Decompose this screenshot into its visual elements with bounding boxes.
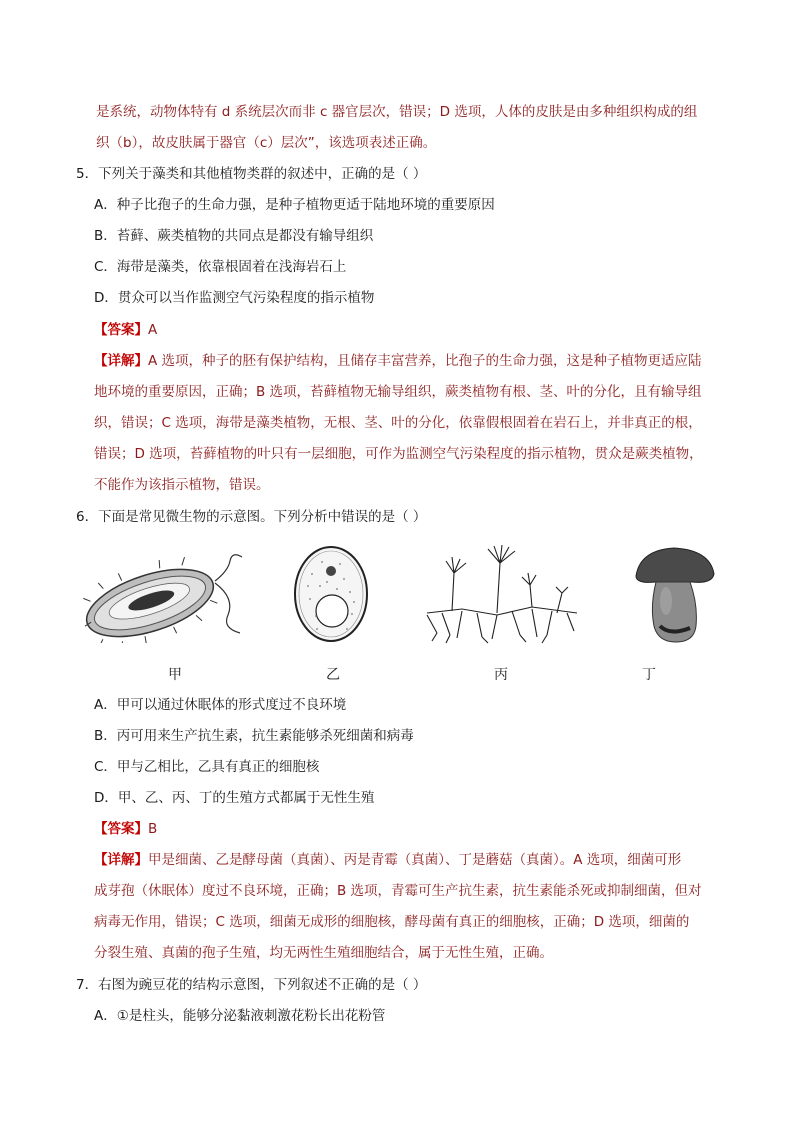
intro-line-2: 织（b），故皮肤属于器官（c）层次”，该选项表述正确。	[96, 135, 437, 151]
answer-tag: 【答案】	[94, 821, 148, 837]
figure-label-ding: 丁	[642, 667, 656, 683]
q6-detail-4: 分裂生殖、真菌的孢子生殖，均无两性生殖细胞结合，属于无性生殖，正确。	[94, 945, 553, 961]
q5-detail-3: 织，错误；C 选项，海带是藻类植物，无根、茎、叶的分化，依靠假根固着在岩石上，并非真正的根，	[94, 415, 702, 431]
mushroom-figure	[632, 546, 716, 646]
q5-detail-2: 地环境的重要原因，正确；B 选项，苔藓植物无输导组织，蕨类植物有根、茎、叶的分化，且有输导组	[94, 384, 702, 400]
q5-detail-1	[94, 351, 702, 371]
answer-tag: 【答案】	[94, 322, 148, 338]
q7-option-a: A．①是柱头，能够分泌黏液刺激花粉长出花粉管	[94, 1008, 386, 1024]
q5-option-b: B．苔藓、蕨类植物的共同点是都没有输导组织	[94, 228, 374, 244]
figure-label-yi: 乙	[326, 667, 340, 683]
intro-line-1: 是系统，动物体特有 d 系统层次而非 c 器官层次，错误；D 选项，人体的皮肤是由多种组织构成的组	[96, 104, 698, 120]
q6-option-a: A．甲可以通过休眠体的形式度过不良环境	[94, 697, 347, 713]
detail-tag: 【详解】	[94, 353, 148, 369]
q5-stem: 5．下列关于藻类和其他植物类群的叙述中，正确的是（ ）	[76, 166, 427, 182]
answer-value: A	[148, 322, 158, 338]
figure-label-jia: 甲	[168, 667, 182, 683]
yeast-figure	[292, 544, 370, 644]
q6-option-b: B．丙可用来生产抗生素，抗生素能够杀死细菌和病毒	[94, 728, 414, 744]
answer-value: B	[148, 821, 158, 837]
detail-text: A 选项，种子的胚有保护结构，且储存丰富营养，比孢子的生命力强，这是种子植物更适应陆	[148, 353, 702, 369]
detail-text: 甲是细菌、乙是酵母菌（真菌）、丙是青霉（真菌）、丁是蘑菇（真菌）。A 选项，细菌可形	[148, 852, 682, 868]
q6-answer	[94, 819, 157, 839]
q6-detail-2: 成芽孢（休眠体）度过不良环境，正确；B 选项，青霉可生产抗生素，抗生素能杀死或抑制细菌，但对	[94, 883, 702, 899]
q5-option-c: C．海带是藻类，依靠根固着在浅海岩石上	[94, 259, 347, 275]
q6-option-d: D．甲、乙、丙、丁的生殖方式都属于无性生殖	[94, 790, 375, 806]
penicillium-figure	[422, 543, 584, 648]
q5-answer	[94, 320, 157, 340]
q6-option-c: C．甲与乙相比，乙具有真正的细胞核	[94, 759, 320, 775]
q5-detail-4: 错误；D 选项，苔藓植物的叶只有一层细胞，可作为监测空气污染程度的指示植物，贯众是蕨类植物，	[94, 446, 703, 462]
q5-detail-5: 不能作为该指示植物，错误。	[94, 477, 270, 493]
detail-tag: 【详解】	[94, 852, 148, 868]
q7-stem: 7．右图为豌豆花的结构示意图，下列叙述不正确的是（ ）	[76, 977, 427, 993]
q5-option-a: A．种子比孢子的生命力强，是种子植物更适于陆地环境的重要原因	[94, 197, 495, 213]
q6-detail-3: 病毒无作用，错误；C 选项，细菌无成形的细胞核，酵母菌有真正的细胞核，正确；D 选项，细菌的	[94, 914, 690, 930]
q6-detail-1	[94, 850, 681, 870]
figure-label-bing: 丙	[494, 667, 508, 683]
q5-option-d: D．贯众可以当作监测空气污染程度的指示植物	[94, 290, 375, 306]
q6-stem: 6．下面是常见微生物的示意图。下列分析中错误的是（ ）	[76, 509, 427, 525]
bacterium-figure	[80, 553, 250, 643]
